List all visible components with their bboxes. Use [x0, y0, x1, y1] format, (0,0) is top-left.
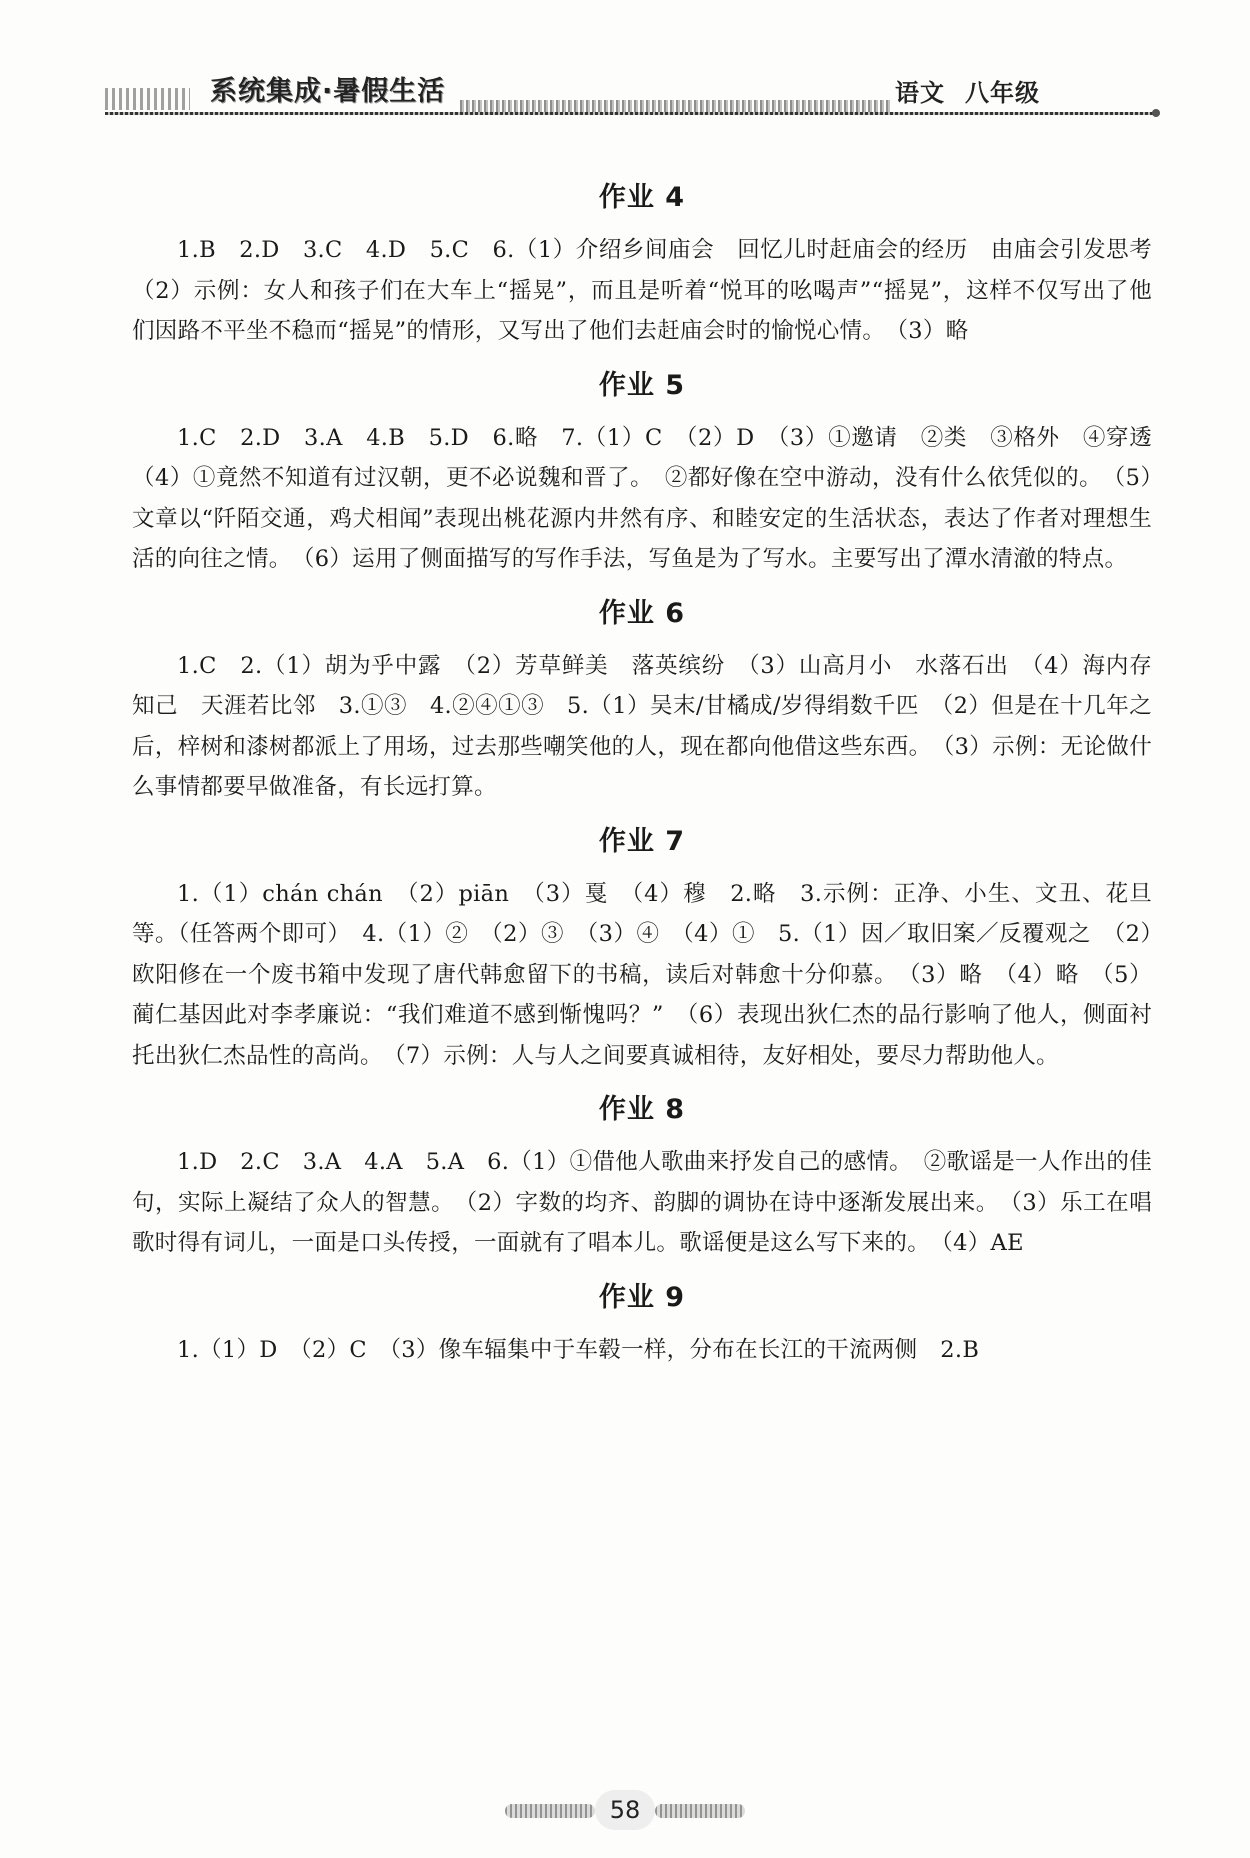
header-band-ornament	[460, 100, 890, 112]
section-title: 作业 4	[598, 182, 686, 213]
section-title: 作业 7	[598, 825, 686, 857]
section-homework-6	[132, 594, 1152, 808]
section-body: 1.C 2.D 3.A 4.B 5.D 6.略 7.（1）C （2）D （3）①邀请 ②类 ③格外 ④穿透 （4）①竟然不知道有过汉朝，更不必说魏和晋了。 ②都好像在空中游动，没有什么依凭似的。 （5）文章以“阡陌交通，鸡犬相闻”表现出桃花源内井然有序、和睦安定的生活状态，表达了作者对理想生活的向往之情。 （6）运用了侧面描写的写作手法，写鱼是为了写水。主要写出了潭水清澈的特点。	[132, 424, 1175, 572]
footer-ornament-left	[505, 1804, 595, 1818]
page-footer	[505, 1790, 745, 1830]
section-homework-5	[132, 366, 1175, 580]
section-homework-7	[132, 822, 1152, 1077]
answer-content	[132, 178, 1175, 1384]
grade-label: 八年级	[965, 79, 1040, 107]
header-end-dot	[1152, 109, 1160, 117]
section-body: 1.D 2.C 3.A 4.A 5.A 6.（1）①借他人歌曲来抒发自己的感情。 ②歌谣是一人作出的佳句，实际上凝结了众人的智慧。 （2）字数的均齐、韵脚的调协在诗中逐渐发展出来。 （3）乐工在唱歌时得有词儿，一面是口头传授，一面就有了唱本儿。歌谣便是这么写下来的。 （4）AE	[132, 1149, 1152, 1256]
section-homework-9	[132, 1278, 1152, 1371]
footer-ornament-right	[655, 1804, 745, 1818]
section-body: 1.C 2.（1）胡为乎中露 （2）芳草鲜美 落英缤纷 （3）山高月小 水落石出 （4）海内存知己 天涯若比邻 3.①③ 4.②④①③ 5.（1）吴末/甘橘成/岁得绢数千匹 （2）但是在十几年之后，梓树和漆树都派上了用场，过去那些嘲笑他的人，现在都向他借这些东西。 （3）示例：无论做什么事情都要早做准备，有长远打算。	[132, 652, 1152, 800]
subject-grade	[895, 76, 1040, 110]
section-body: 1.（1）chán chán （2）piān （3）戛 （4）穆 2.略 3.示例：正净、小生、文丑、花旦等。（任答两个即可） 4.（1）② （2）③ （3）④ （4）① 5.（1）因／取旧案／反覆观之 （2）欧阳修在一个废书箱中发现了唐代韩愈留下的书稿，读后对韩愈十分仰慕。 （3）略 （4）略 （5）蔺仁基因此对李孝廉说：“我们难道不感到惭愧吗？” （6）表现出狄仁杰的品行影响了他人，侧面衬托出狄仁杰品性的高尚。 （7）示例：人与人之间要真诚相待，友好相处，要尽力帮助他人。	[132, 880, 1152, 1069]
page-number: 58	[595, 1790, 655, 1830]
series-title: 系统集成·暑假生活	[200, 72, 455, 112]
page-header	[105, 70, 1160, 122]
section-title: 作业 8	[598, 1094, 686, 1125]
section-homework-4	[132, 178, 1175, 352]
section-body: 1.B 2.D 3.C 4.D 5.C 6.（1）介绍乡间庙会 回忆儿时赶庙会的经历 由庙会引发思考 （2）示例：女人和孩子们在大车上“摇晃”，而且是听着“悦耳的吆喝声”“摇晃”，这样不仅写出了他们因路不平坐不稳而“摇晃”的情形，又写出了他们去赶庙会时的愉悦心情。 （3）略	[132, 237, 1175, 344]
section-homework-8	[132, 1090, 1152, 1264]
header-rule	[105, 112, 1160, 115]
subject-label: 语文	[895, 79, 945, 107]
section-title: 作业 9	[598, 1281, 686, 1313]
header-ornament	[105, 88, 190, 110]
section-title: 作业 6	[598, 597, 686, 629]
section-body: 1.（1）D （2）C （3）像车辐集中于车毂一样，分布在长江的干流两侧 2.B	[177, 1336, 980, 1363]
section-title: 作业 5	[598, 369, 686, 401]
